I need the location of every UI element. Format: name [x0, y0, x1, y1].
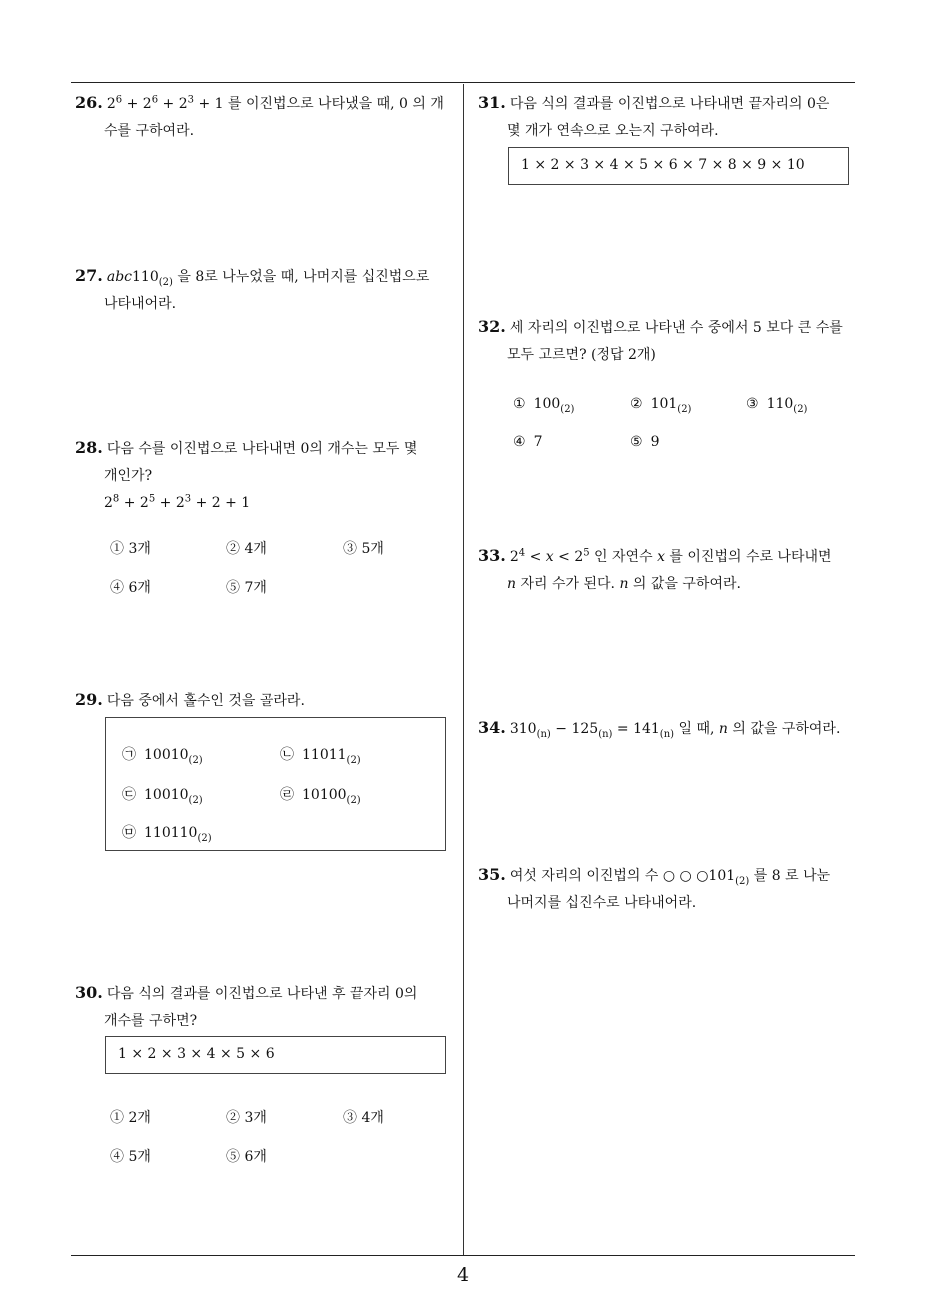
question-31: 31. 다음 식의 결과를 이진법으로 나타내면 끝자리의 0은 몇 개가 연속으로 오는지 구하여라. [478, 93, 830, 139]
page-number: 4 [456, 1264, 470, 1286]
question-number: 31. [478, 93, 506, 112]
q30-choice-4[interactable]: ④ 5개 [110, 1149, 151, 1165]
q29-option-3[interactable]: ㉢ $10010_{(2)}$ [122, 787, 203, 806]
question-30: 30. 다음 식의 결과를 이진법으로 나타낸 후 끝자리 0의 개수를 구하면? [75, 983, 418, 1029]
question-number: 26. [75, 93, 103, 112]
question-28: 28. 다음 수를 이진법으로 나타내면 0의 개수는 모두 몇 개인가? $2^8 + 2^5 + 2^3 + 2 + 1$ [75, 438, 418, 511]
bottom-rule [71, 1255, 855, 1256]
q30-expression-box: 1 × 2 × 3 × 4 × 5 × 6 [105, 1036, 446, 1074]
q30-choice-1[interactable]: ① 2개 [110, 1110, 151, 1126]
question-number: 32. [478, 317, 506, 336]
q32-choice-2[interactable]: ② $101_{(2)}$ [630, 396, 692, 415]
question-number: 28. [75, 438, 103, 457]
q32-choice-3[interactable]: ③ $110_{(2)}$ [746, 396, 808, 415]
question-number: 33. [478, 546, 506, 565]
question-number: 27. [75, 266, 103, 285]
question-number: 35. [478, 865, 506, 884]
question-33: 33. $2^4 < x < 2^5$ 인 자연수 x 를 이진법의 수로 나타내면 n 자리 수가 된다. n 의 값을 구하여라. [478, 546, 832, 592]
q29-option-4[interactable]: ㉣ $10100_{(2)}$ [280, 787, 361, 806]
q31-expression-box: 1 × 2 × 3 × 4 × 5 × 6 × 7 × 8 × 9 × 10 [508, 147, 849, 185]
q29-option-2[interactable]: ㉡ $11011_{(2)}$ [280, 747, 361, 766]
q28-choice-3[interactable]: ③ 5개 [343, 541, 384, 557]
q28-choice-5[interactable]: ⑤ 7개 [226, 580, 267, 596]
q30-choice-5[interactable]: ⑤ 6개 [226, 1149, 267, 1165]
q32-choice-1[interactable]: ① $100_{(2)}$ [513, 396, 575, 415]
q32-choice-5[interactable]: ⑤ 9 [630, 434, 660, 450]
q29-option-5[interactable]: ㉤ $110110_{(2)}$ [122, 825, 212, 844]
question-35: 35. 여섯 자리의 이진법의 수 ○ ○ $○101_{(2)}$ 를 8 로 나눈 나머지를 십진수로 나타내어라. [478, 865, 831, 911]
question-26: 26. $2^6 + 2^6 + 2^3 + 1$ 를 이진법으로 나타냈을 때, 0 의 개 수를 구하여라. [75, 93, 444, 139]
question-number: 30. [75, 983, 103, 1002]
question-number: 34. [478, 718, 506, 737]
question-27: 27. $abc110_{(2)}$ 을 8로 나누었을 때, 나머지를 십진법으로 나타내어라. [75, 266, 430, 312]
q29-option-1[interactable]: ㉠ $10010_{(2)}$ [122, 747, 203, 766]
q28-choice-1[interactable]: ① 3개 [110, 541, 151, 557]
q28-choice-4[interactable]: ④ 6개 [110, 580, 151, 596]
top-rule [71, 82, 855, 83]
question-34: 34. $310_{(n)} - 125_{(n)} = 141_{(n)}$ 일 때, n 의 값을 구하여라. [478, 718, 841, 740]
q30-choice-3[interactable]: ③ 4개 [343, 1110, 384, 1126]
question-32: 32. 세 자리의 이진법으로 나타낸 수 중에서 5 보다 큰 수를 모두 고르면? (정답 2개) [478, 317, 843, 363]
q28-choice-2[interactable]: ② 4개 [226, 541, 267, 557]
column-divider [463, 84, 464, 1256]
question-number: 29. [75, 690, 103, 709]
q30-choice-2[interactable]: ② 3개 [226, 1110, 267, 1126]
question-29: 29. 다음 중에서 홀수인 것을 골라라. [75, 690, 305, 709]
q32-choice-4[interactable]: ④ 7 [513, 434, 543, 450]
